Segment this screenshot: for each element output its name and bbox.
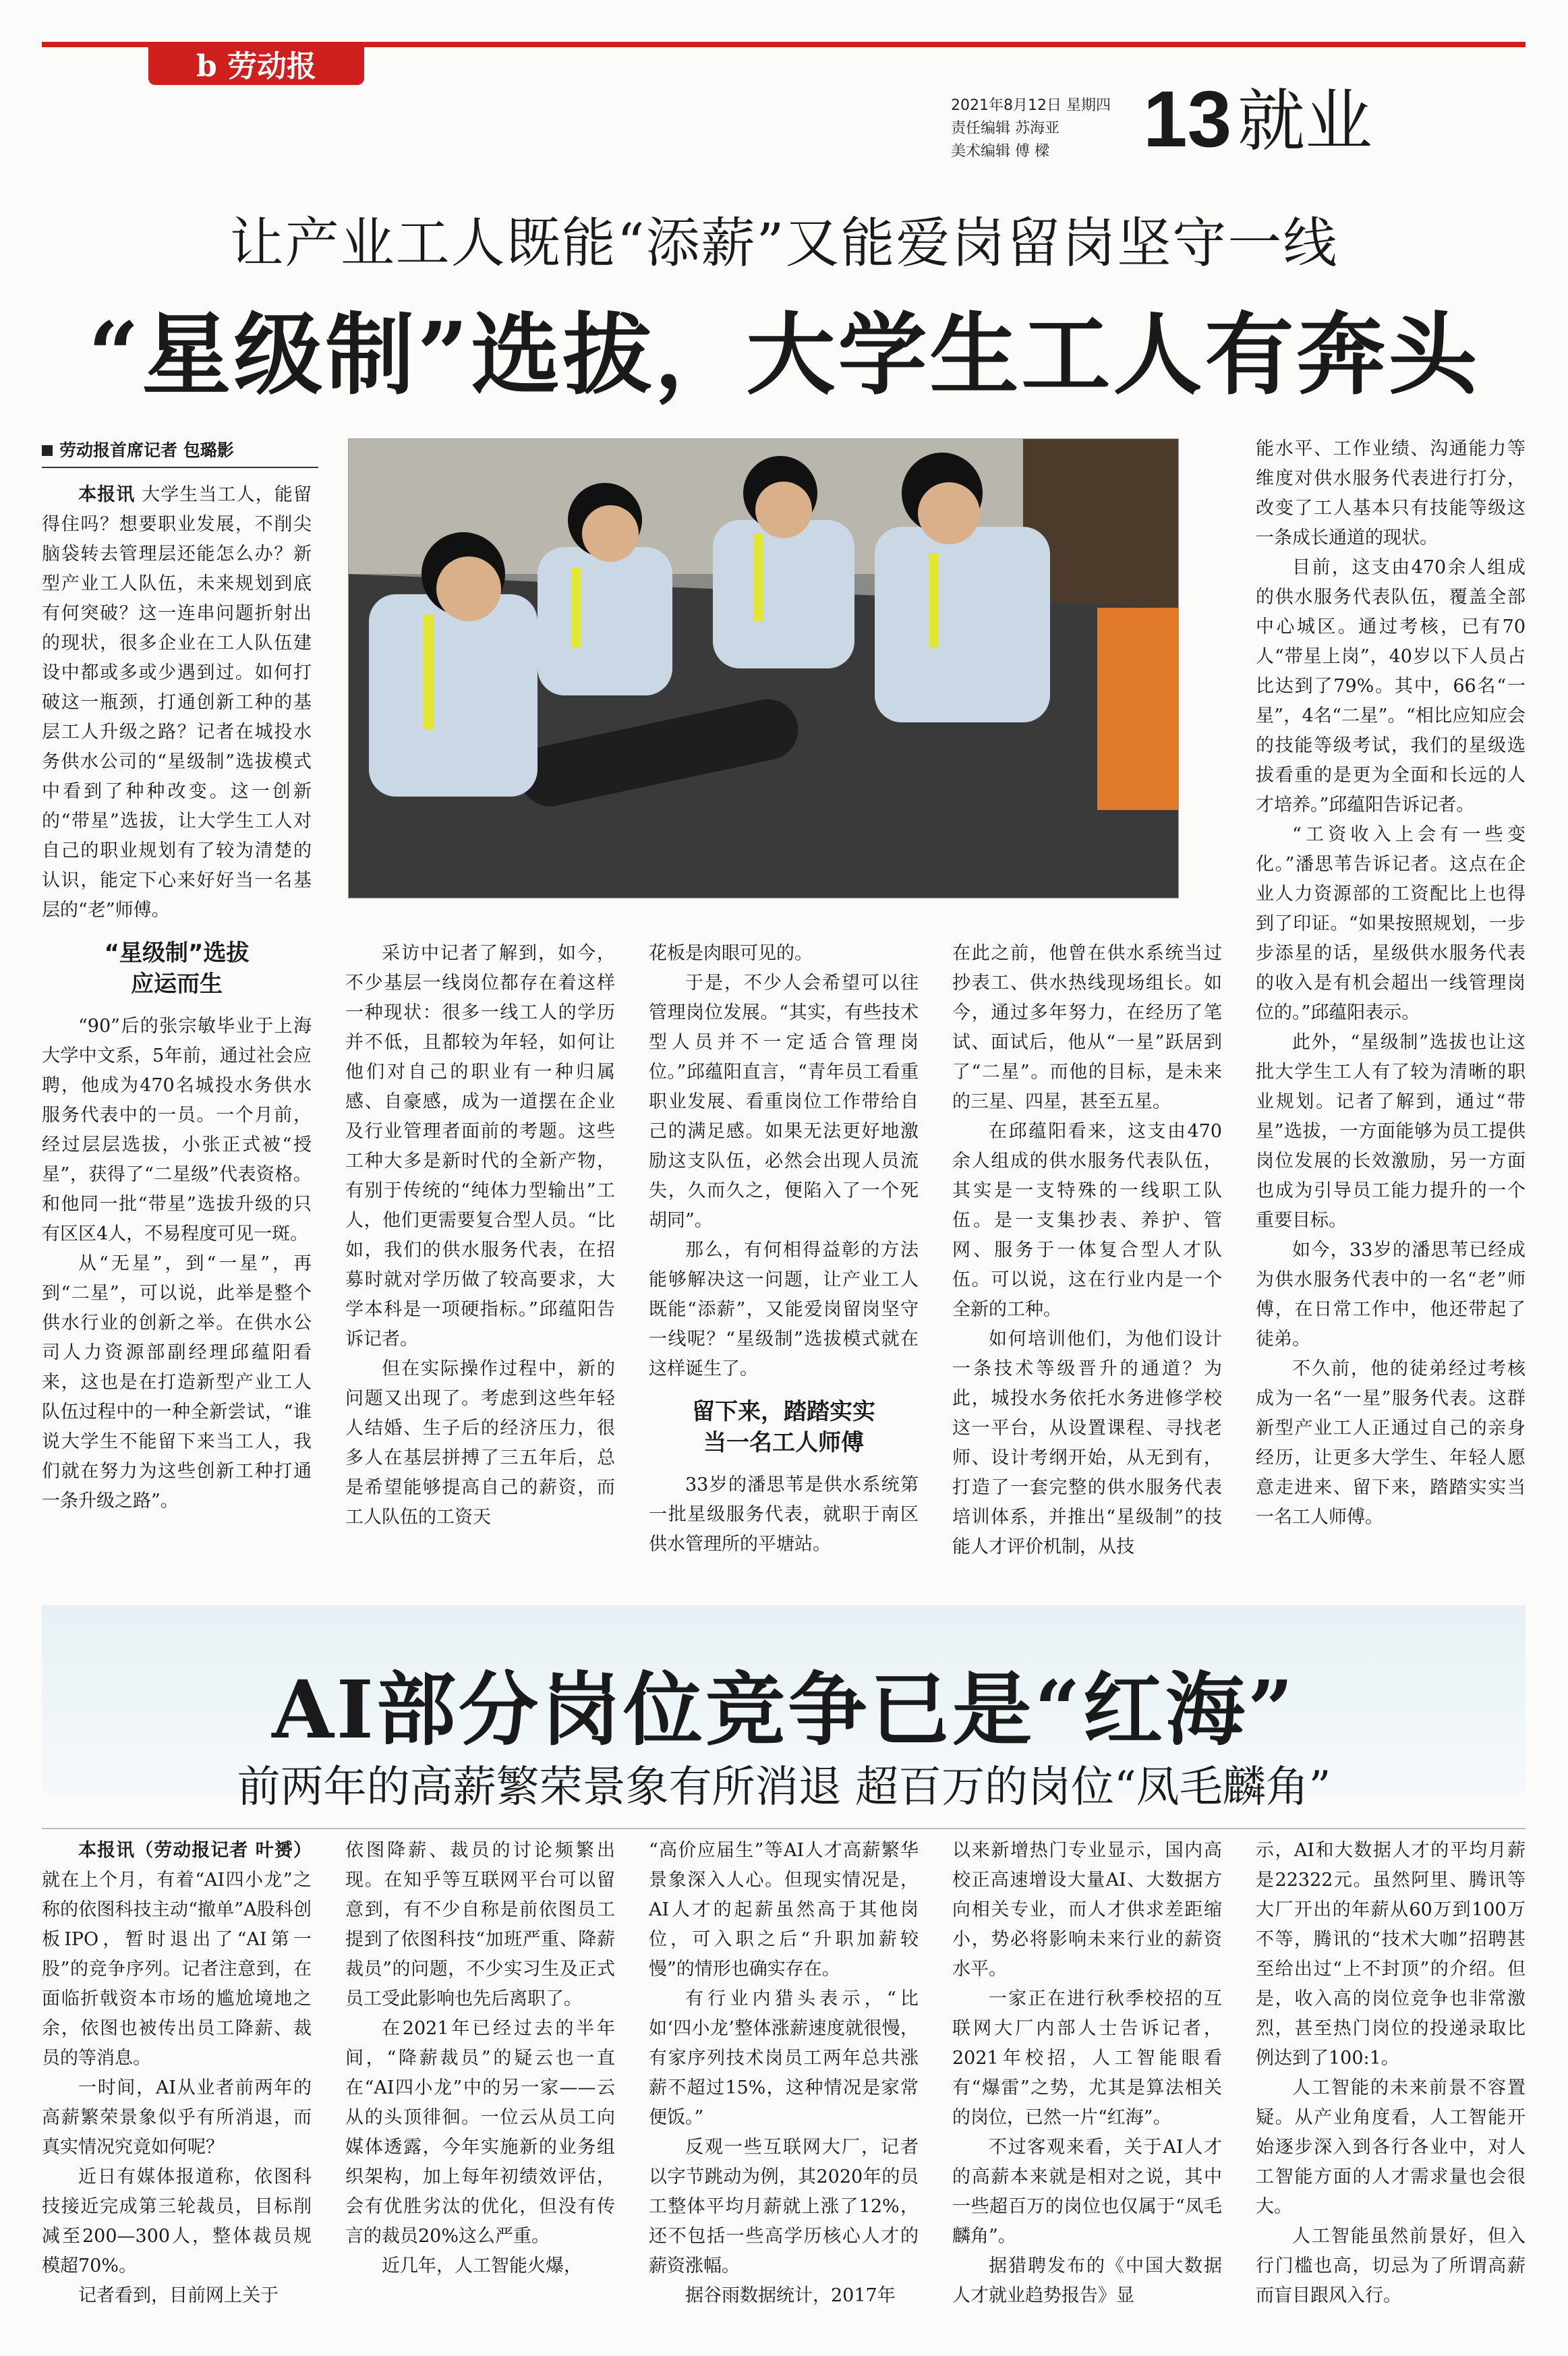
issue-date: 2021年8月12日 星期四 xyxy=(951,97,1111,114)
paragraph: 有行业内猎头表示，“比如‘四小龙’整体涨薪速度就很慢，有家序列技术岗员工两年总共涨薪不超过15%，这种情况是家常便饭。” xyxy=(649,1988,919,2128)
paragraph: 花板是肉眼可见的。 xyxy=(649,943,813,964)
paragraph: 于是，不少人会希望可以往管理岗位发展。“其实，有些技术型人员并不一定适合管理岗位。”邱蕴阳直言，“青年员工看重职业发展、看重岗位工作带给自己的满足感。如果无法更好地激励这支队伍，必然会出现人员流失，久而久之，便陷入了一个死胡同”。 xyxy=(649,973,919,1231)
paragraph: 但在实际操作过程中，新的问题又出现了。考虑到这些年轻人结婚、生子后的经济压力，很多人在基层拼搏了三五年后，总是希望能够提高自己的薪资，而工人队伍的工资天 xyxy=(345,1358,615,1528)
byline-text: 劳动报首席记者 包璐影 xyxy=(59,440,234,460)
paragraph: 据猎聘发布的《中国大数据人才就业趋势报告》显 xyxy=(952,2256,1222,2306)
paragraph: 目前，这支由470余人组成的供水服务代表队伍，覆盖全部中心城区。通过考核，已有70人“带星上岗”，40岁以下人员占比达到了79%。其中，66名“一星”，4名“二星”。“相比应知应会的技能等级考试，我们的星级选拔看重的是更为全面和长远的人才培养。”邱蕴阳告诉记者。 xyxy=(1256,557,1526,815)
dateline: 本报讯 xyxy=(78,484,136,505)
paragraph: 反观一些互联网大厂，记者以字节跳动为例，其2020年的员工整体平均月薪就上涨了12%，还不包括一些高学历核心人才的薪资涨幅。 xyxy=(649,2137,919,2276)
paragraph: “工资收入上会有一些变化。”潘思苇告诉记者。这点在企业人力资源部的工资配比上也得到了印证。“如果按照规划，一步步添星的话，星级供水服务代表的收入是有机会超出一线管理岗位的。”邱蕴阳表示。 xyxy=(1256,824,1526,1023)
paragraph: 不过客观来看，关于AI人才的高薪本来就是相对之说，其中一些超百万的岗位也仅属于“凤毛麟角”。 xyxy=(952,2137,1222,2247)
paragraph: 据谷雨数据统计，2017年 xyxy=(685,2285,896,2306)
paragraph: 示，AI和大数据人才的平均月薪是22322元。虽然阿里、腾讯等大厂开出的年薪从60万到100万不等，腾讯的“技术大咖”招聘甚至给出过“上不封顶”的介绍。但是，收入高的岗位竞争也非常激烈，甚至热门岗位的投递录取比例达到了100:1。 xyxy=(1256,1840,1526,2069)
article2-column-4 xyxy=(952,1836,1222,2311)
workers-photo-illustration xyxy=(349,439,1178,898)
dateline: 本报讯（劳动报记者 叶赟） xyxy=(78,1840,312,1861)
paragraph: 在2021年已经过去的半年间，“降薪裁员”的疑云也一直在“AI四小龙”中的另一家——云从的头顶徘徊。一位云从员工向媒体透露，今年实施新的业务组织架构，加上每年初绩效评估，会有优胜劣汰的优化，但没有传言的裁员20%这么严重。 xyxy=(345,2018,615,2247)
article1-byline xyxy=(42,437,318,468)
paragraph: 就在上个月，有着“AI四小龙”之称的依图科技主动“撤单”A股科创板IPO，暂时退出了“AI第一股”的竞争序列。记者注意到，在面临折戟资本市场的尴尬境地之余，依图也被传出员工降薪、裁员的等消息。 xyxy=(42,1870,312,2069)
workers-photo xyxy=(348,438,1179,898)
paragraph: 如今，33岁的潘思苇已经成为供水服务代表中的一名“老”师傅，在日常工作中，他还带起了徒弟。 xyxy=(1256,1240,1526,1350)
article2-column-3 xyxy=(649,1836,919,2311)
paragraph: 人工智能的未来前景不容置疑。从产业角度看，人工智能开始逐步深入到各行各业中，对人工智能方面的人才需求量也会很大。 xyxy=(1256,2077,1526,2217)
subheading: 留下来，踏踏实实 当一名工人师傅 xyxy=(692,1398,875,1456)
article2-headline: AI部分岗位竞争已是“红海” xyxy=(272,1663,1296,1756)
paragraph: 能水平、工作业绩、沟通能力等维度对供水服务代表进行打分，改变了工人基本只有技能等级这一条成长通道的现状。 xyxy=(1256,438,1526,548)
paragraph: 33岁的潘思苇是供水系统第一批星级服务代表，就职于南区供水管理所的平塘站。 xyxy=(649,1474,919,1555)
subheading: “星级制”选拔 应运而生 xyxy=(104,940,250,998)
art-editor: 美术编辑 傅 樑 xyxy=(951,143,1049,160)
article1-column-4 xyxy=(952,939,1222,1562)
paragraph: 那么，有何相得益彰的方法能够解决这一问题，让产业工人既能“添薪”，又能爱岗留岗坚守一线呢？“星级制”选拔模式就在这样诞生了。 xyxy=(649,1240,919,1379)
article2-column-1 xyxy=(42,1836,312,2311)
page-number: 13 xyxy=(1143,75,1232,164)
paragraph: 不久前，他的徒弟经过考核成为一名“一星”服务代表。这群新型产业工人正通过自己的亲身经历，让更多大学生、年轻人愿意走进来、留下来，踏踏实实当一名工人师傅。 xyxy=(1256,1358,1526,1528)
paragraph: “90”后的张宗敏毕业于上海大学中文系，5年前，通过社会应聘，他成为470名城投水务供水服务代表中的一员。一个月前，经过层层选拔，小张正式被“授星”，获得了“二星级”代表资格。和他同一批“带星”选拔升级的只有区区4人，不易程度可见一斑。 xyxy=(42,1016,312,1244)
article2-subheadline: 前两年的高薪繁荣景象有所消退 超百万的岗位“凤毛麟角” xyxy=(237,1762,1331,1812)
article1-column-5 xyxy=(1256,434,1526,1532)
paragraph: 以来新增热门专业显示，国内高校正高速增设大量AI、大数据方向相关专业，而人才供求差距缩小，势必将影响未来行业的薪资水平。 xyxy=(952,1840,1222,1980)
paragraph: 近几年，人工智能火爆， xyxy=(382,2256,582,2276)
paragraph: 在此之前，他曾在供水系统当过抄表工、供水热线现场组长。如今，通过多年努力，在经历了笔试、面试后，他从“一星”跃居到了“二星”。而他的目标，是未来的三星、四星，甚至五星。 xyxy=(952,943,1222,1112)
paragraph: 此外，“星级制”选拔也让这批大学生工人有了较为清晰的职业规划。记者了解到，通过“带星”选拔，一方面能够为员工提供岗位发展的长效激励，另一方面也成为引导员工能力提升的一个重要目标。 xyxy=(1256,1032,1526,1231)
paragraph: 依图降薪、裁员的讨论频繁出现。在知乎等互联网平台可以留意到，有不少自称是前依图员工提到了依图科技“加班严重、降薪裁员”的问题，不少实习生及正式员工受此影响也先后离职了。 xyxy=(345,1840,615,2009)
newspaper-logo: b 劳动报 xyxy=(148,42,364,85)
article2-column-2 xyxy=(345,1836,615,2281)
paragraph: 人工智能虽然前景好，但入行门槛也高，切忌为了所谓高薪而盲目跟风入行。 xyxy=(1256,2226,1526,2306)
article2-divider xyxy=(42,1828,1526,1829)
paragraph: 近日有媒体报道称，依图科技接近完成第三轮裁员，目标削减至200—300人，整体裁员规模超70%。 xyxy=(42,2166,312,2276)
article1-headline: “星级制”选拔，大学生工人有奔头 xyxy=(88,303,1480,407)
paragraph: 如何培训他们，为他们设计一条技术等级晋升的通道？为此，城投水务依托水务进修学校这一平台，从设置课程、寻找老师、设计考纲开始，从无到有，打造了一套完整的供水服务代表培训体系，并推出“星级制”的技能人才评价机制，从技 xyxy=(952,1329,1222,1557)
responsible-editor: 责任编辑 苏海亚 xyxy=(951,120,1059,137)
masthead-meta xyxy=(951,94,1111,163)
article1-kicker: 让产业工人既能“添薪”又能爱岗留岗坚守一线 xyxy=(229,212,1339,275)
paragraph: 大学生当工人，能留得住吗？想要职业发展，不削尖脑袋转去管理层还能怎么办？新型产业工人队伍，未来规划到底有何突破？这一连串问题折射出的现状，很多企业在工人队伍建设中都或多或少遇到过。如何打破这一瓶颈，打通创新工种的基层工人升级之路？记者在城投水务供水公司的“星级制”选拔模式中看到了种种改变。这一创新的“带星”选拔，让大学生工人对自己的职业规划有了较为清楚的认识，能定下心来好好当一名基层的“老”师傅。 xyxy=(42,484,312,921)
paragraph: 从“无星”，到“一星”，再到“二星”，可以说，此举是整个供水行业的创新之举。在供水公司人力资源部副经理邱蕴阳看来，这也是在打造新型产业工人队伍过程中的一种全新尝试，“谁说大学生不能留下来当工人，我们就在努力为这些创新工种打通一条升级之路”。 xyxy=(42,1253,312,1512)
paragraph: 采访中记者了解到，如今，不少基层一线岗位都存在着这样一种现状：很多一线工人的学历并不低，且都较为年轻，如何让他们对自己的职业有一种归属感、自豪感，成为一道摆在企业及行业管理者面前的考题。这些工种大多是新时代的全新产物，有别于传统的“纯体力型输出”工人，他们更需要复合型人员。“比如，我们的供水服务代表，在招募时就对学历做了较高要求，大学本科是一项硬指标。”邱蕴阳告诉记者。 xyxy=(345,943,615,1350)
section-title: 就业 xyxy=(1238,82,1372,161)
article1-column-2 xyxy=(345,939,615,1532)
paragraph: “高价应届生”等AI人才高薪繁华景象深入人心。但现实情况是，AI人才的起薪虽然高于其他岗位，可入职之后“升职加薪较慢”的情形也确实存在。 xyxy=(649,1840,919,1980)
article2-column-5 xyxy=(1256,1836,1526,2311)
paragraph: 一时间，AI从业者前两年的高薪繁荣景象似乎有所消退，而真实情况究竟如何呢？ xyxy=(42,2077,312,2158)
article1-column-3 xyxy=(649,939,919,1559)
paragraph: 一家正在进行秋季校招的互联网大厂内部人士告诉记者，2021年校招，人工智能眼看有“爆雷”之势，尤其是算法相关的岗位，已然一片“红海”。 xyxy=(952,1988,1222,2128)
article1-column-1 xyxy=(42,480,312,1516)
byline-square-icon xyxy=(42,445,53,456)
paragraph: 记者看到，目前网上关于 xyxy=(78,2285,279,2306)
paragraph: 在邱蕴阳看来，这支由470余人组成的供水服务代表队伍，其实是一支特殊的一线职工队伍。是一支集抄表、养护、管网、服务于一体复合型人才队伍。可以说，这在行业内是一个全新的工种。 xyxy=(952,1121,1222,1320)
